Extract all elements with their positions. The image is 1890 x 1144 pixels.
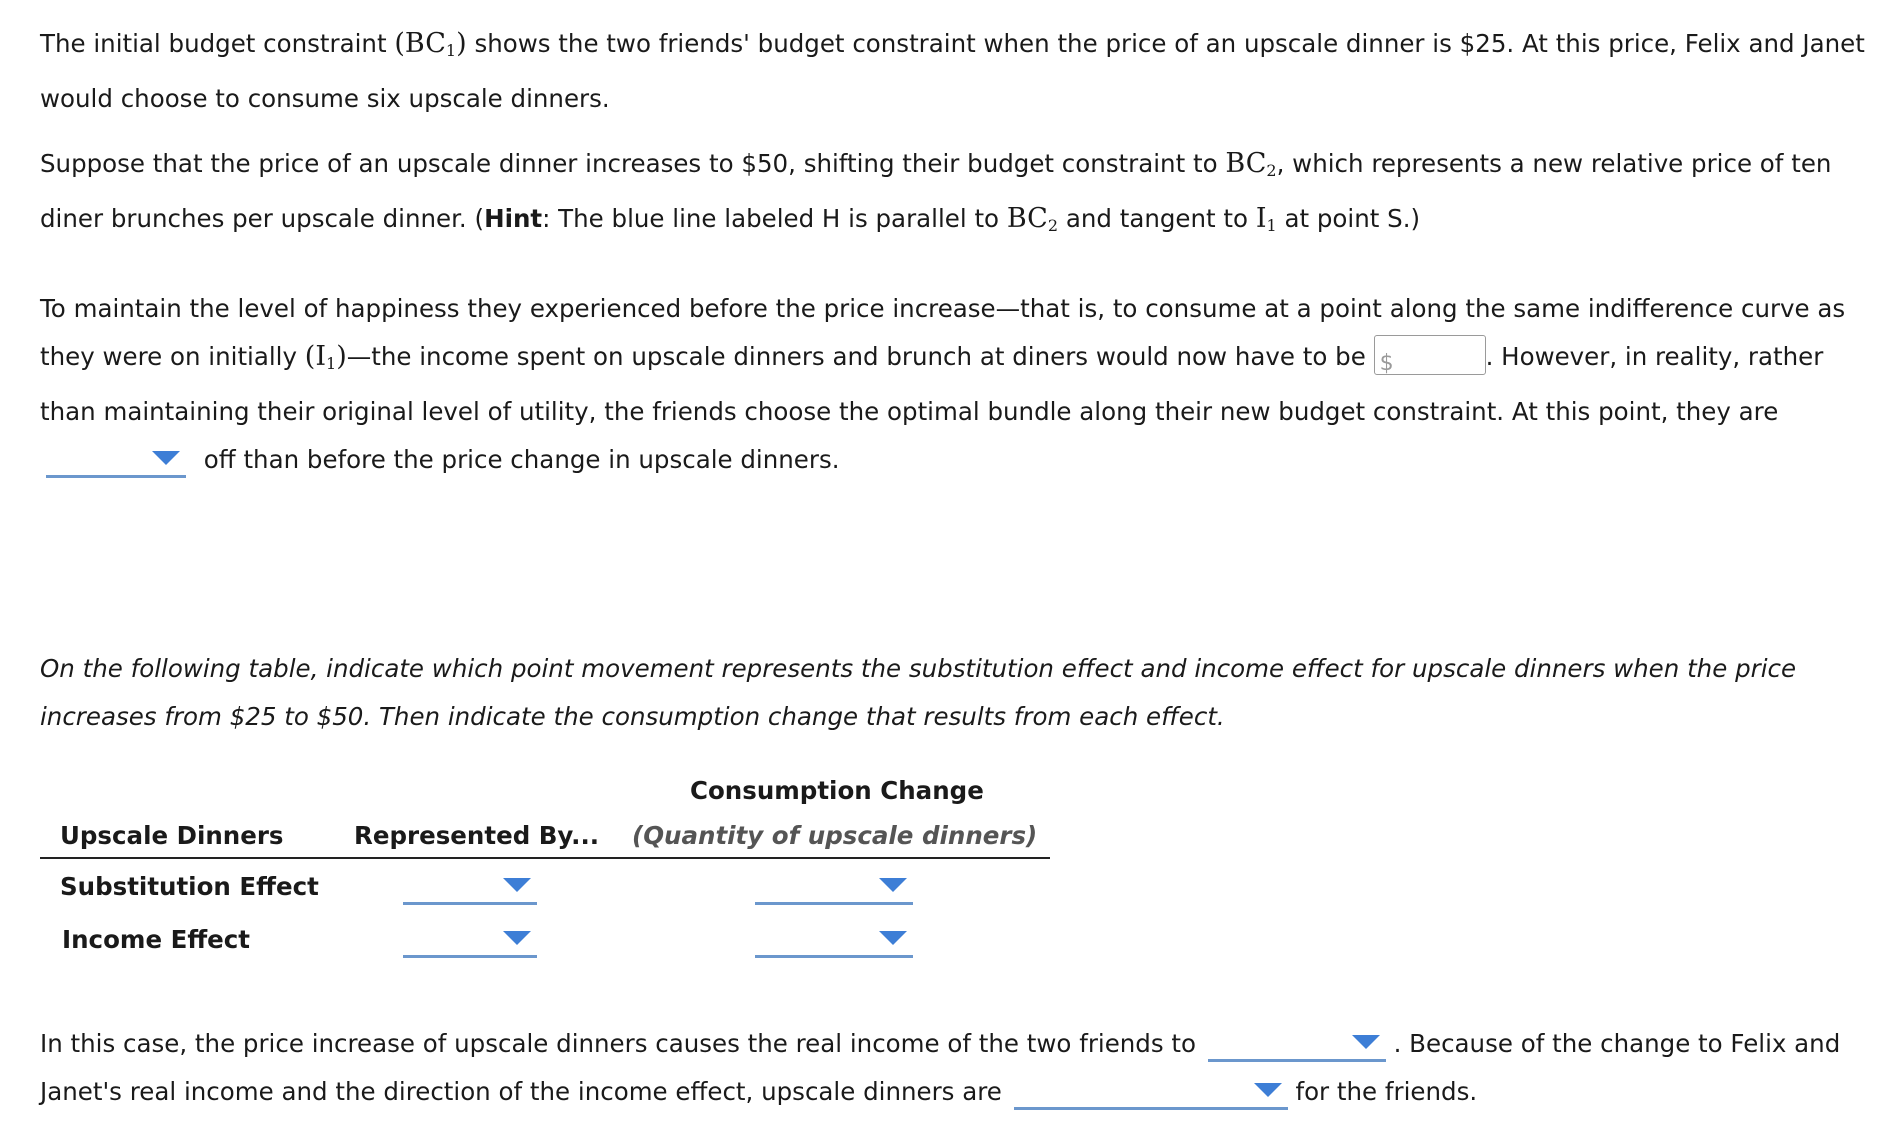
- chevron-down-icon: [503, 878, 531, 892]
- price-increase-paragraph: Suppose that the price of an upscale dinner increases to $50, shifting their budget constraint to $BC_2$, which represents a new relative price of ten diner brunches per upscale dinner. (Hint: The blue line labeled H is parallel to $BC_2$ and tangent to $I_1$ at point S.): [40, 148, 1832, 235]
- substitution-effect-label: Substitution Effect: [60, 872, 319, 901]
- chevron-down-icon: [1254, 1083, 1282, 1097]
- hint-label: Hint: [484, 204, 543, 233]
- quantity-header: (Quantity of upscale dinners): [632, 821, 1038, 850]
- good-type-dropdown[interactable]: [1014, 1073, 1288, 1110]
- chevron-down-icon: [879, 878, 907, 892]
- bc1-label: $(BC_1)$: [394, 28, 467, 60]
- substitution-represented-dropdown[interactable]: [403, 868, 537, 905]
- i1-label-initial: $(I_1)$: [304, 341, 347, 373]
- income-input[interactable]: [1374, 335, 1486, 375]
- table-divider: [40, 857, 1050, 859]
- income-effect-label: Income Effect: [62, 925, 251, 954]
- chevron-down-icon: [503, 931, 531, 945]
- real-income-dropdown[interactable]: [1208, 1025, 1386, 1062]
- income-change-dropdown[interactable]: [755, 921, 913, 958]
- income-field[interactable]: [1397, 338, 1483, 370]
- upscale-dinners-header: Upscale Dinners: [60, 821, 284, 850]
- i1-label: $I_1$: [1255, 203, 1277, 235]
- chevron-down-icon: [152, 451, 180, 465]
- dollar-sign: $: [1379, 351, 1394, 376]
- better-worse-dropdown[interactable]: [46, 441, 186, 478]
- bc2-label-hint: $BC_2$: [1006, 203, 1059, 235]
- consumption-change-header: Consumption Change: [690, 776, 984, 805]
- chevron-down-icon: [879, 931, 907, 945]
- represented-by-header: Represented By...: [354, 821, 600, 850]
- real-income-paragraph: In this case, the price increase of upscale dinners causes the real income of the two friends to . Because of the change to Felix and Janet's real income and the direction of the income effect, upscale dinners are for the friends.: [40, 1020, 1870, 1116]
- bc2-label: $BC_2$: [1225, 148, 1277, 180]
- income-represented-dropdown[interactable]: [403, 921, 537, 958]
- chevron-down-icon: [1352, 1035, 1380, 1049]
- intro-paragraph: The initial budget constraint $(BC_1)$ shows the two friends' budget constraint when the price of an upscale dinner is $25. At this price, Felix and Janet would choose to consume six upscale dinners.: [40, 28, 1865, 113]
- substitution-change-dropdown[interactable]: [755, 868, 913, 905]
- utility-paragraph: To maintain the level of happiness they experienced before the price increase—that is, to consume at a point along the same indifference curve as they were on initially $(I_1)—the$ income spent on upscale dinners and brunch at diners would now have to be $ . However, in reality, rather than maintaining their original level of utility, the friends choose the optimal bundle along their new budget constraint. At this point, they are off than before the price change in upscale dinners.: [40, 285, 1870, 484]
- table-instructions: On the following table, indicate which point movement represents the substitution effect and income effect for upscale dinners when the price increases from $25 to $50. Then indicate the consumption change that results from each effect.: [40, 654, 1797, 731]
